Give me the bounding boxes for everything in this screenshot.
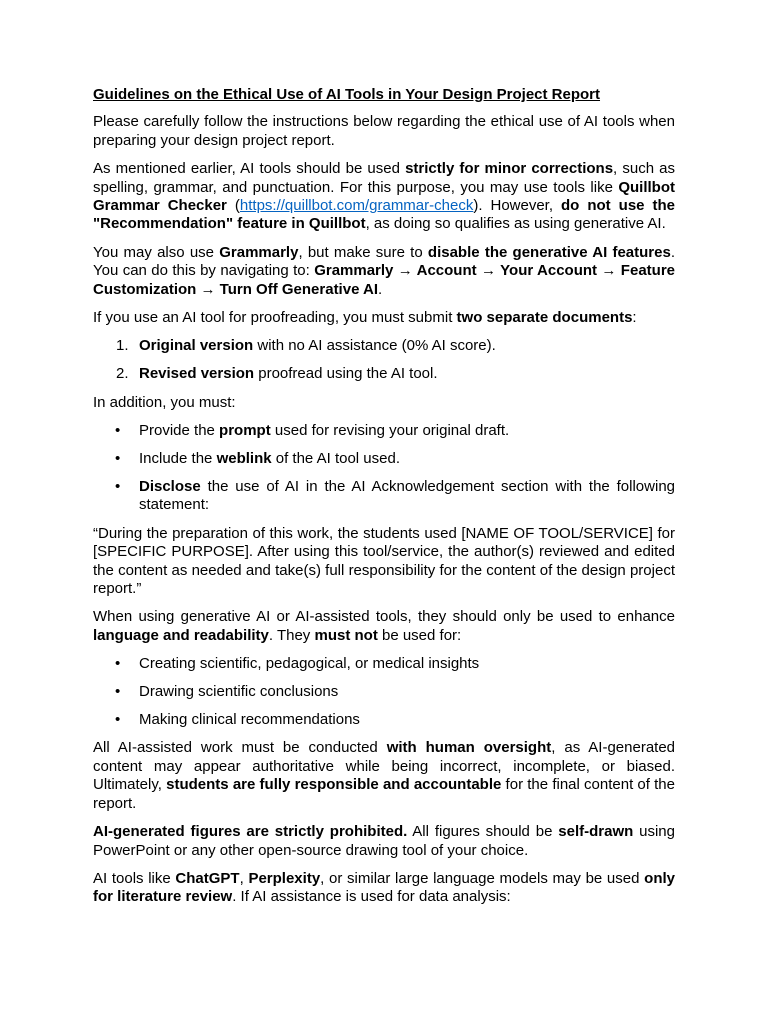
bullet-icon: • — [115, 422, 121, 440]
bullet-icon: • — [115, 655, 121, 673]
grammarly-paragraph: You may also use Grammarly, but make sure to disable the generative AI features. You can do this by navigating to: Grammarly → Account → Your Account → Feature Customization → Turn Off Generative AI. — [93, 243, 675, 298]
generative-ai-paragraph: When using generative AI or AI-assisted tools, they should only be used to enhance language and readability. They must not be used for: — [93, 608, 675, 644]
page-title: Guidelines on the Ethical Use of AI Tools in Your Design Project Report — [93, 86, 601, 103]
list-number: 1. — [116, 337, 129, 355]
list-item: 2. Revised version proofread using the AI tool. — [116, 365, 438, 383]
bullet-icon: • — [115, 478, 121, 495]
prohibited-uses-list — [93, 655, 675, 729]
list-number: 2. — [116, 365, 129, 383]
document-body — [93, 86, 675, 917]
list-item: • Creating scientific, pedagogical, or medical insights — [115, 655, 480, 673]
quillbot-paragraph: As mentioned earlier, AI tools should be used strictly for minor corrections, such as spelling, grammar, and punctuation. For this purpose, you may use tools like Quillbot Grammar Checker (https://quillbot.com/grammar-check). However, do not use the "Recommendation" feature in Quillbot, as doing so qualifies as using generative AI. — [93, 160, 676, 233]
bullet-icon: • — [115, 450, 121, 468]
list-item: • Making clinical recommendations — [115, 711, 360, 729]
list-item: • Disclose the use of AI in the AI Acknowledgement section with the following statement: — [115, 478, 675, 514]
intro-paragraph: Please carefully follow the instructions below regarding the ethical use of AI tools when preparing your design project report. — [93, 113, 675, 149]
submission-list — [93, 337, 675, 383]
list-item: • Provide the prompt used for revising your original draft. — [115, 422, 510, 440]
in-addition-paragraph: In addition, you must: — [93, 393, 236, 411]
proofreading-paragraph: If you use an AI tool for proofreading, you must submit two separate documents: — [93, 309, 637, 327]
human-oversight-paragraph: All AI-assisted work must be conducted with human oversight, as AI-generated content may appear authoritative while being incorrect, incomplete, or biased. Ultimately, students are fully responsible and accountable for the final content of the report. — [93, 739, 676, 812]
figures-paragraph: AI-generated figures are strictly prohibited. All figures should be self-drawn using PowerPoint or any other open-source drawing tool of your choice. — [93, 823, 675, 859]
list-item: • Include the weblink of the AI tool used. — [115, 450, 401, 468]
requirements-list — [93, 422, 675, 515]
bullet-icon: • — [115, 683, 121, 701]
literature-review-paragraph: AI tools like ChatGPT, Perplexity, or similar large language models may be used only for literature review. If AI assistance is used for data analysis: — [93, 869, 675, 906]
acknowledgement-statement: “During the preparation of this work, the students used [NAME OF TOOL/SERVICE] for [SPECIFIC PURPOSE]. After using this tool/service, the author(s) reviewed and edited the content as needed and take(s) full responsibility for the content of the design project report.” — [93, 524, 675, 598]
list-item: • Drawing scientific conclusions — [115, 683, 339, 701]
bullet-icon: • — [115, 711, 121, 729]
list-item: 1. Original version with no AI assistance (0% AI score). — [116, 337, 496, 355]
quillbot-link[interactable]: https://quillbot.com/grammar-check — [239, 197, 474, 215]
